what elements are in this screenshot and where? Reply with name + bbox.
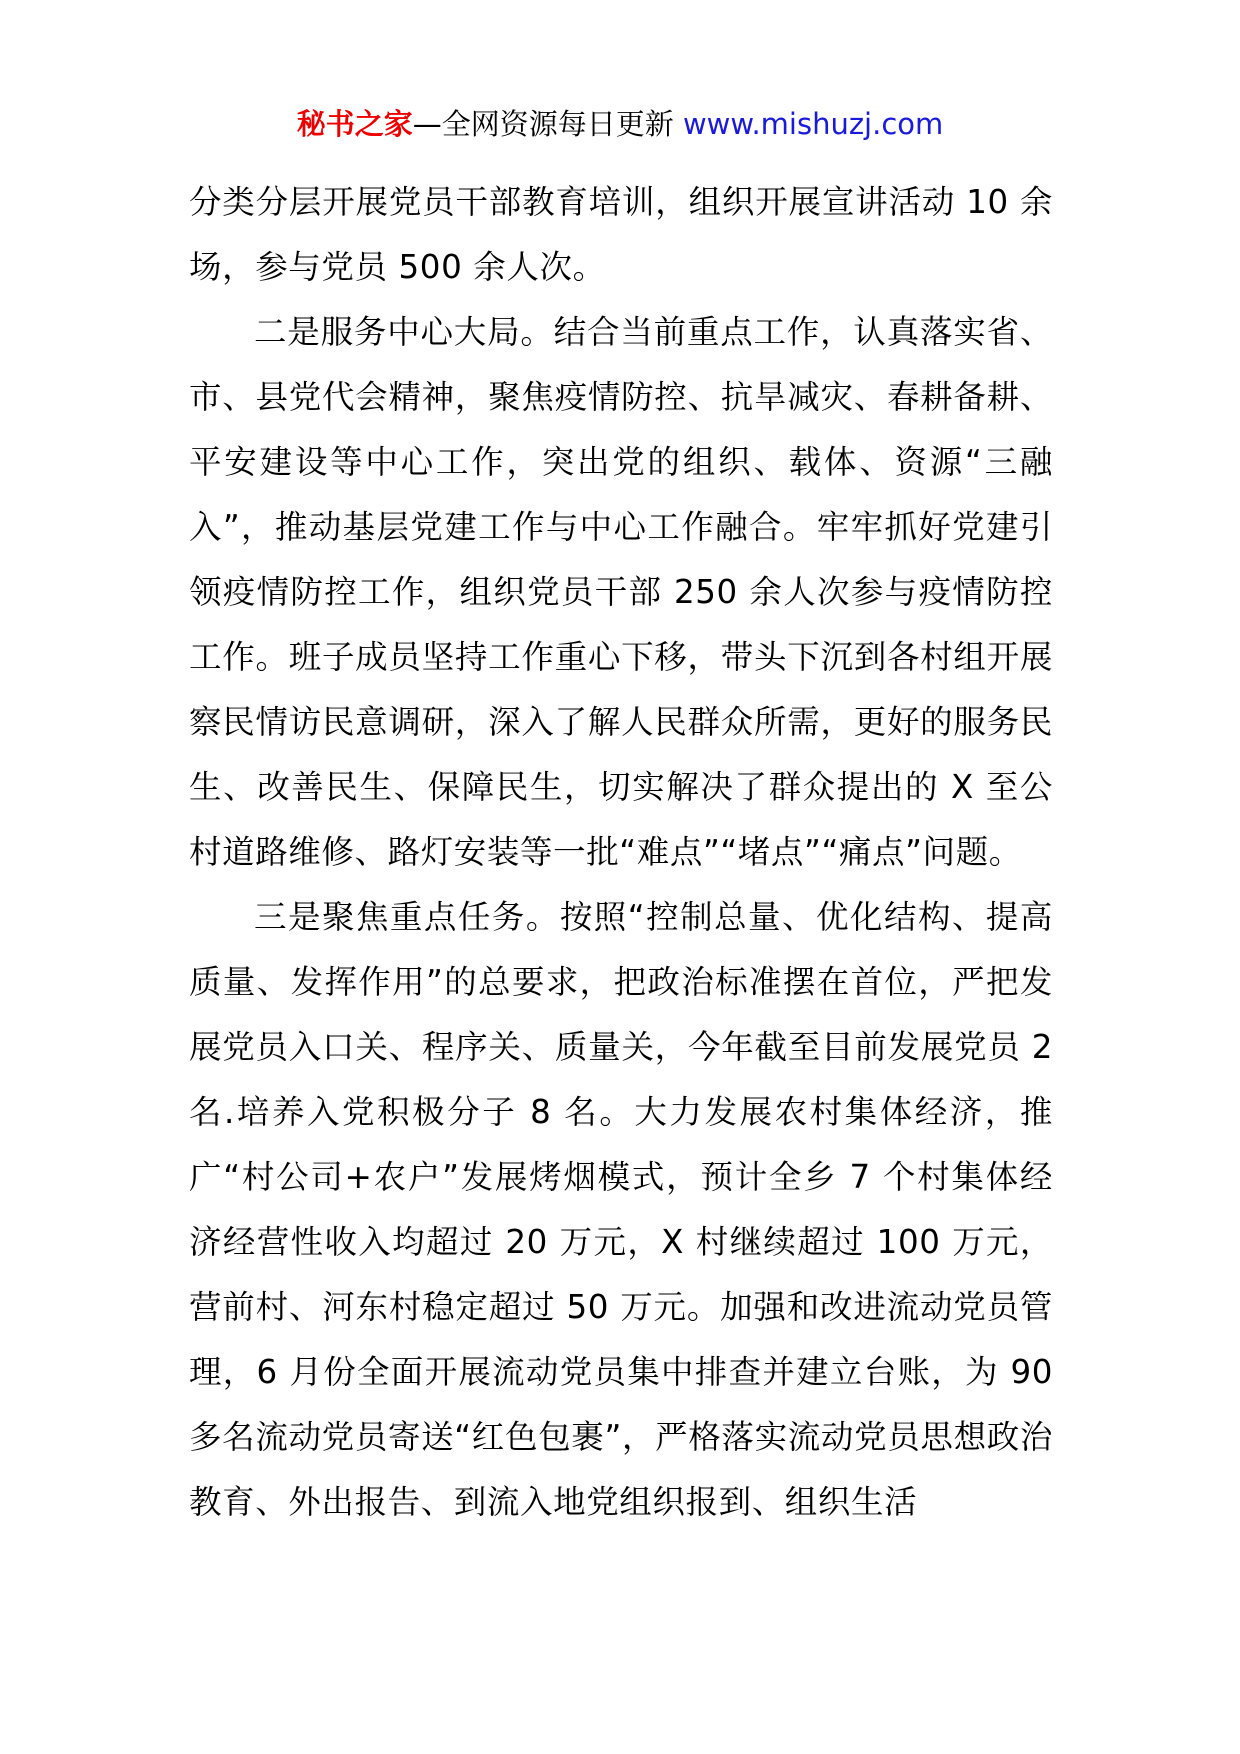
header-brand: 秘书之家 <box>296 107 413 141</box>
document-body <box>189 170 1053 1535</box>
header-url-link[interactable]: www.mishuzj.com <box>682 107 944 141</box>
paragraph-key-tasks: 三是聚焦重点任务。按照“控制总量、优化结构、提高质量、发挥作用”的总要求，把政治标准摆在首位，严把发展党员入口关、程序关、质量关，今年截至目前发展党员 2 名.培养入党积极分子 8 名。大力发展农村集体经济，推广“村公司+农户”发展烤烟模式，预计全乡 7 个村集体经济经营性收入均超过 20 万元，X 村继续超过 100 万元，营前村、河东村稳定超过 50 万元。加强和改进流动党员管理，6 月份全面开展流动党员集中排查并建立台账，为 90 多名流动党员寄送“红色包裹”，严格落实流动党员思想政治教育、外出报告、到流入地党组织报到、组织生活 <box>189 898 1053 1521</box>
paragraph-serve-center: 二是服务中心大局。结合当前重点工作，认真落实省、市、县党代会精神，聚焦疫情防控、抗旱减灾、春耕备耕、平安建设等中心工作，突出党的组织、载体、资源“三融入”，推动基层党建工作与中心工作融合。牢牢抓好党建引领疫情防控工作，组织党员干部 250 余人次参与疫情防控工作。班子成员坚持工作重心下移，带头下沉到各村组开展察民情访民意调研，深入了解人民群众所需，更好的服务民生、改善民生、保障民生，切实解决了群众提出的 X 至公村道路维修、路灯安装等一批“难点”“堵点”“痛点”问题。 <box>189 313 1053 871</box>
watermark-header <box>0 104 1240 144</box>
paragraph-continuation: 分类分层开展党员干部教育培训，组织开展宣讲活动 10 余场，参与党员 500 余人次。 <box>189 183 1053 286</box>
header-tagline: —全网资源每日更新 <box>412 107 674 141</box>
